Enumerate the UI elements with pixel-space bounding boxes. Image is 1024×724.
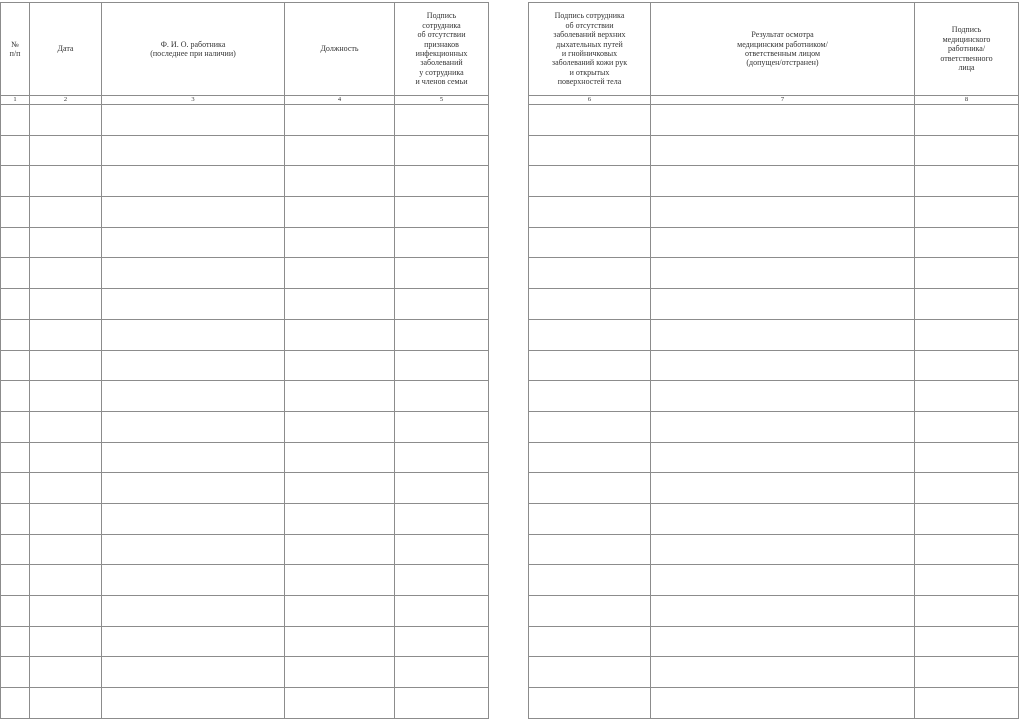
table-row (529, 319, 1019, 350)
table-cell (529, 381, 651, 412)
column-number-row (529, 96, 1019, 105)
table-cell (651, 350, 915, 381)
table-cell (30, 503, 102, 534)
table-cell (529, 411, 651, 442)
table-cell (915, 596, 1019, 627)
table-row (529, 105, 1019, 136)
table-row (1, 227, 489, 258)
table-cell (30, 227, 102, 258)
table-cell (529, 289, 651, 320)
table-cell (651, 534, 915, 565)
table-row (529, 227, 1019, 258)
table-cell (395, 350, 489, 381)
table-cell (285, 565, 395, 596)
table-cell (529, 105, 651, 136)
table-cell (915, 626, 1019, 657)
table-cell (529, 197, 651, 228)
table-row (529, 626, 1019, 657)
table-cell (1, 596, 30, 627)
table-cell (915, 166, 1019, 197)
table-cell (915, 381, 1019, 412)
table-cell (395, 135, 489, 166)
right-log-table (528, 2, 1019, 719)
table-cell (30, 135, 102, 166)
table-cell (529, 565, 651, 596)
table-cell (285, 289, 395, 320)
table-cell (285, 534, 395, 565)
table-cell (1, 503, 30, 534)
header-full-name: Ф. И. О. работника (последнее при наличии) (102, 3, 285, 96)
right-page (528, 2, 1018, 719)
header-inspection-result: Результат осмотра медицинским работником/ ответственным лицом (допущен/отстранен) (651, 3, 915, 96)
table-cell (102, 350, 285, 381)
table-cell (102, 135, 285, 166)
header-position: Должность (285, 3, 395, 96)
table-cell (651, 473, 915, 504)
table-cell (915, 534, 1019, 565)
table-cell (651, 442, 915, 473)
table-cell (395, 289, 489, 320)
table-cell (529, 657, 651, 688)
table-cell (395, 503, 489, 534)
table-cell (915, 258, 1019, 289)
table-row (529, 166, 1019, 197)
table-row (1, 503, 489, 534)
table-cell (395, 657, 489, 688)
table-cell (651, 596, 915, 627)
table-cell (1, 258, 30, 289)
column-number: 8 (915, 96, 1019, 105)
table-cell (30, 381, 102, 412)
right-table-body (529, 105, 1019, 719)
table-cell (285, 105, 395, 136)
table-cell (285, 227, 395, 258)
table-cell (651, 166, 915, 197)
table-cell (1, 227, 30, 258)
table-cell (30, 411, 102, 442)
table-row (529, 503, 1019, 534)
table-cell (30, 626, 102, 657)
table-cell (915, 411, 1019, 442)
left-page (0, 2, 488, 719)
table-cell (30, 657, 102, 688)
table-row (529, 381, 1019, 412)
table-cell (30, 350, 102, 381)
table-cell (102, 105, 285, 136)
table-row (529, 289, 1019, 320)
column-number: 4 (285, 96, 395, 105)
column-number: 3 (102, 96, 285, 105)
table-cell (102, 411, 285, 442)
table-cell (915, 227, 1019, 258)
table-cell (102, 319, 285, 350)
table-cell (30, 258, 102, 289)
header-date: Дата (30, 3, 102, 96)
table-cell (30, 289, 102, 320)
table-cell (529, 626, 651, 657)
table-cell (102, 503, 285, 534)
table-cell (529, 166, 651, 197)
table-cell (102, 565, 285, 596)
column-number: 1 (1, 96, 30, 105)
table-cell (651, 227, 915, 258)
header-row (529, 3, 1019, 96)
table-cell (285, 166, 395, 197)
table-row (1, 289, 489, 320)
table-cell (285, 596, 395, 627)
table-cell (395, 473, 489, 504)
table-row (1, 596, 489, 627)
table-cell (30, 105, 102, 136)
table-cell (915, 473, 1019, 504)
table-cell (529, 688, 651, 719)
table-row (1, 319, 489, 350)
header-number: № п/п (1, 3, 30, 96)
table-row (529, 596, 1019, 627)
table-cell (915, 289, 1019, 320)
table-cell (285, 657, 395, 688)
table-cell (651, 319, 915, 350)
header-medical-worker-signature: Подпись медицинского работника/ ответственного лица (915, 3, 1019, 96)
table-cell (651, 411, 915, 442)
table-cell (102, 688, 285, 719)
table-cell (285, 442, 395, 473)
table-cell (529, 350, 651, 381)
table-cell (915, 135, 1019, 166)
table-cell (1, 319, 30, 350)
table-cell (529, 319, 651, 350)
table-cell (915, 657, 1019, 688)
table-row (1, 657, 489, 688)
table-row (529, 411, 1019, 442)
table-row (1, 473, 489, 504)
table-cell (102, 258, 285, 289)
table-cell (1, 473, 30, 504)
table-cell (529, 135, 651, 166)
table-cell (285, 473, 395, 504)
header-signature-no-infection: Подпись сотрудника об отсутствии признаков инфекционных заболеваний у сотрудника и членов семьи (395, 3, 489, 96)
table-cell (651, 657, 915, 688)
table-cell (285, 503, 395, 534)
table-row (1, 166, 489, 197)
table-row (529, 135, 1019, 166)
table-cell (529, 258, 651, 289)
table-cell (1, 411, 30, 442)
table-cell (915, 197, 1019, 228)
table-cell (102, 473, 285, 504)
table-cell (1, 289, 30, 320)
table-cell (285, 258, 395, 289)
table-row (1, 626, 489, 657)
table-cell (395, 258, 489, 289)
table-cell (102, 596, 285, 627)
table-cell (651, 626, 915, 657)
table-cell (102, 442, 285, 473)
column-number: 5 (395, 96, 489, 105)
table-cell (395, 319, 489, 350)
table-cell (651, 289, 915, 320)
table-cell (915, 442, 1019, 473)
table-cell (1, 350, 30, 381)
table-cell (915, 565, 1019, 596)
table-cell (30, 442, 102, 473)
table-cell (102, 289, 285, 320)
table-cell (651, 565, 915, 596)
table-cell (651, 105, 915, 136)
table-cell (395, 411, 489, 442)
table-cell (395, 688, 489, 719)
table-row (1, 197, 489, 228)
table-row (529, 473, 1019, 504)
table-row (529, 657, 1019, 688)
table-cell (529, 442, 651, 473)
table-cell (395, 442, 489, 473)
table-cell (529, 227, 651, 258)
left-table-body (1, 105, 489, 719)
table-cell (1, 442, 30, 473)
table-row (529, 442, 1019, 473)
table-cell (395, 227, 489, 258)
table-cell (395, 381, 489, 412)
table-cell (915, 503, 1019, 534)
table-cell (1, 534, 30, 565)
table-cell (651, 381, 915, 412)
table-cell (1, 565, 30, 596)
table-cell (1, 135, 30, 166)
table-cell (102, 534, 285, 565)
table-cell (102, 227, 285, 258)
table-row (1, 258, 489, 289)
table-cell (915, 319, 1019, 350)
table-cell (915, 350, 1019, 381)
table-row (1, 411, 489, 442)
table-cell (102, 197, 285, 228)
table-row (1, 135, 489, 166)
table-cell (1, 688, 30, 719)
table-cell (915, 688, 1019, 719)
table-row (1, 105, 489, 136)
table-cell (30, 197, 102, 228)
table-cell (285, 197, 395, 228)
column-number-row (1, 96, 489, 105)
table-cell (529, 473, 651, 504)
table-cell (651, 503, 915, 534)
table-cell (285, 411, 395, 442)
table-cell (30, 166, 102, 197)
table-cell (285, 688, 395, 719)
table-cell (285, 350, 395, 381)
table-row (529, 258, 1019, 289)
table-cell (285, 135, 395, 166)
table-cell (102, 381, 285, 412)
table-row (1, 565, 489, 596)
table-cell (395, 626, 489, 657)
table-cell (285, 626, 395, 657)
table-cell (285, 381, 395, 412)
table-row (529, 688, 1019, 719)
table-cell (651, 197, 915, 228)
table-cell (30, 534, 102, 565)
table-cell (102, 626, 285, 657)
table-row (529, 565, 1019, 596)
column-number: 2 (30, 96, 102, 105)
table-cell (1, 657, 30, 688)
table-row (529, 534, 1019, 565)
left-log-table (0, 2, 489, 719)
table-cell (529, 503, 651, 534)
table-row (1, 350, 489, 381)
table-cell (651, 258, 915, 289)
table-row (1, 534, 489, 565)
table-cell (1, 105, 30, 136)
table-row (529, 350, 1019, 381)
table-cell (1, 626, 30, 657)
table-cell (395, 534, 489, 565)
table-cell (30, 319, 102, 350)
table-cell (30, 688, 102, 719)
table-row (1, 381, 489, 412)
table-cell (1, 381, 30, 412)
table-cell (395, 565, 489, 596)
table-cell (30, 473, 102, 504)
table-cell (395, 197, 489, 228)
table-cell (915, 105, 1019, 136)
table-cell (395, 596, 489, 627)
table-cell (395, 166, 489, 197)
table-cell (529, 534, 651, 565)
table-row (1, 688, 489, 719)
table-cell (102, 166, 285, 197)
header-signature-no-respiratory-disease: Подпись сотрудника об отсутствии заболеваний верхних дыхательных путей и гнойничковых заболеваний кожи рук и открытых поверхностей тела (529, 3, 651, 96)
table-cell (285, 319, 395, 350)
table-cell (395, 105, 489, 136)
table-row (529, 197, 1019, 228)
table-cell (651, 135, 915, 166)
table-cell (529, 596, 651, 627)
column-number: 7 (651, 96, 915, 105)
table-cell (30, 596, 102, 627)
table-cell (30, 565, 102, 596)
table-cell (1, 197, 30, 228)
table-row (1, 442, 489, 473)
column-number: 6 (529, 96, 651, 105)
table-cell (102, 657, 285, 688)
table-cell (651, 688, 915, 719)
table-cell (1, 166, 30, 197)
header-row (1, 3, 489, 96)
